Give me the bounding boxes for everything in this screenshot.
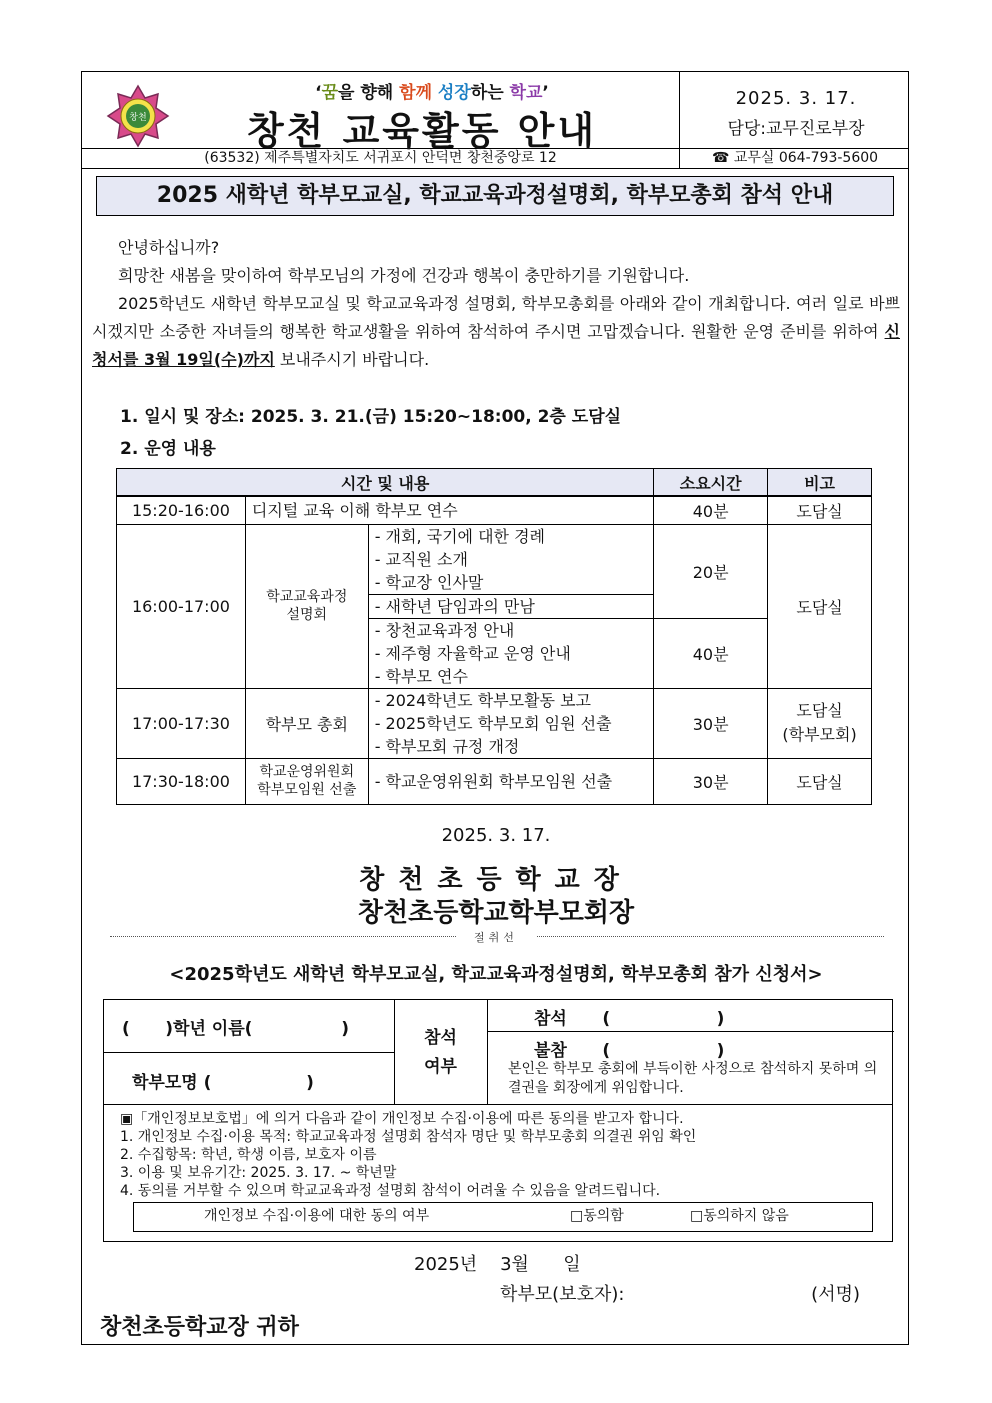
delegation-note: 본인은 학부모 총회에 부득이한 사정으로 참석하지 못하며 의결권을 회장에게 위임합니다. [508,1061,878,1096]
table-row: 16:00-17:00 학교교육과정 설명회 - 개회, 국기에 대한 경례 - 교직원 소개 - 학교장 인사말 20분 도담실 [117,524,872,594]
application-form [103,999,893,1242]
cut-line-label: 절취선 [456,929,536,945]
addressee: 창천초등학교장 귀하 [100,1315,299,1340]
event-datetime-place: 1. 일시 및 장소: 2025. 3. 21.(금) 15:20~18:00, 2층 도담실 [120,407,622,427]
schedule-table [116,468,872,805]
table-row: - 창천교육과정 안내 - 제주형 자율학교 운영 안내 - 학부모 연수 40분 [117,618,872,688]
school-address: (63532) 제주특별자치도 서귀포시 안덕면 창천중앙로 12 [204,150,557,166]
consent-box [133,1202,873,1232]
deadline-text: 신청서를 3월 19일(수)까지 [92,322,900,369]
consent-agree-checkbox[interactable]: □동의함 [570,1208,624,1224]
greeting: 안녕하십니까? [118,238,220,257]
form-title: <2025학년도 새학년 학부모교실, 학교교육과정설명회, 학부모총회 참가 신청서> [169,964,823,985]
department-owner: 담당:교무진로부장 [727,119,865,139]
body-paragraph: 2025학년도 새학년 학부모교실 및 학교교육과정 설명회, 학부모총회를 아래와 같이 개최합니다. 여러 일로 바쁘시겠지만 소중한 자녀들의 행복한 학교생활을 위하여 참석하여 주시면 고맙겠습니다. 원활한 운영 준비를 위하여 신청서를 3월 19일(수)까지 보내주시기 바랍니다. [92,294,900,369]
guardian-label: 학부모(보호자): [500,1284,625,1305]
notice-body [92,234,900,374]
privacy-notice: ▣「개인정보보호법」에 의거 다음과 같이 개인정보 수집·이용에 따른 동의를 받고자 합니다. 1. 개인정보 수집·이용 목적: 학교교육과정 설명회 참석자 명단 및 학부모총회 의결권 위임 확인 2. 수집항목: 학년, 학생 이름, 보호자 이름 3. 이용 및 보유기간: 2025. 3. 17. ~ 학년말 4. 동의를 거부할 수 있으며 학교교육과정 설명회 참석이 어려울 수 있음을 알려드립니다. [120,1111,697,1199]
program-heading: 2. 운영 내용 [120,439,216,459]
emblem-text: 창천 [129,113,147,123]
parents-association-signature: 창천초등학교학부모회장 [357,898,635,928]
table-row: 15:20-16:00 디지털 교육 이해 학부모 연수 40분 도담실 [117,496,872,524]
attend-option[interactable]: 참석 ( ) [534,1009,725,1029]
attendance-label: 참석 여부 [424,1028,457,1077]
school-phone: ☎ 교무실 064-793-5600 [711,150,879,166]
notice-subject: 2025 새학년 학부모교실, 학교교육과정설명회, 학부모총회 참석 안내 [96,176,894,216]
school-emblem-icon [106,84,170,148]
student-name-field[interactable]: ( )학년 이름( ) [122,1019,349,1039]
document-frame [81,71,909,1345]
body-line: 희망찬 새봄을 맞이하여 학부모님의 가정에 건강과 행복이 충만하기를 기원합니다. [118,266,690,285]
consent-disagree-checkbox[interactable]: □동의하지 않음 [690,1208,789,1224]
signature-mark[interactable]: (서명) [811,1284,860,1305]
school-slogan: ‘꿈을 향해 함께 성장하는 학교’ [315,83,549,103]
guardian-signature-line [500,1280,860,1306]
col-header: 비고 [768,469,872,497]
issue-date: 2025. 3. 17. [735,88,857,109]
absent-option[interactable]: 불참 ( ) [534,1041,725,1061]
signature-date: 2025. 3. 17. [441,825,551,846]
application-date[interactable]: 2025년 3월 일 [414,1254,581,1275]
parent-name-field[interactable]: 학부모명 ( ) [132,1073,314,1093]
table-row: 17:30-18:00 학교운영위원회 학부모임원 선출 - 학교운영위원회 학부모임원 선출 30분 도담실 [117,758,872,804]
table-row: 17:00-17:30 학부모 총회 - 2024학년도 학부모활동 보고 - 2025학년도 학부모회 임원 선출 - 학부모회 규정 개정 30분 도담실 (학부모회) [117,688,872,758]
col-header: 시간 및 내용 [117,469,654,497]
col-header: 소요시간 [654,469,768,497]
consent-label: 개인정보 수집·이용에 대한 동의 여부 [204,1208,430,1224]
principal-signature: 창천초등학교장 [359,865,633,895]
table-row: - 새학년 담임과의 만남 [117,594,872,618]
page-title: 창천 교육활동 안내 [246,109,598,153]
